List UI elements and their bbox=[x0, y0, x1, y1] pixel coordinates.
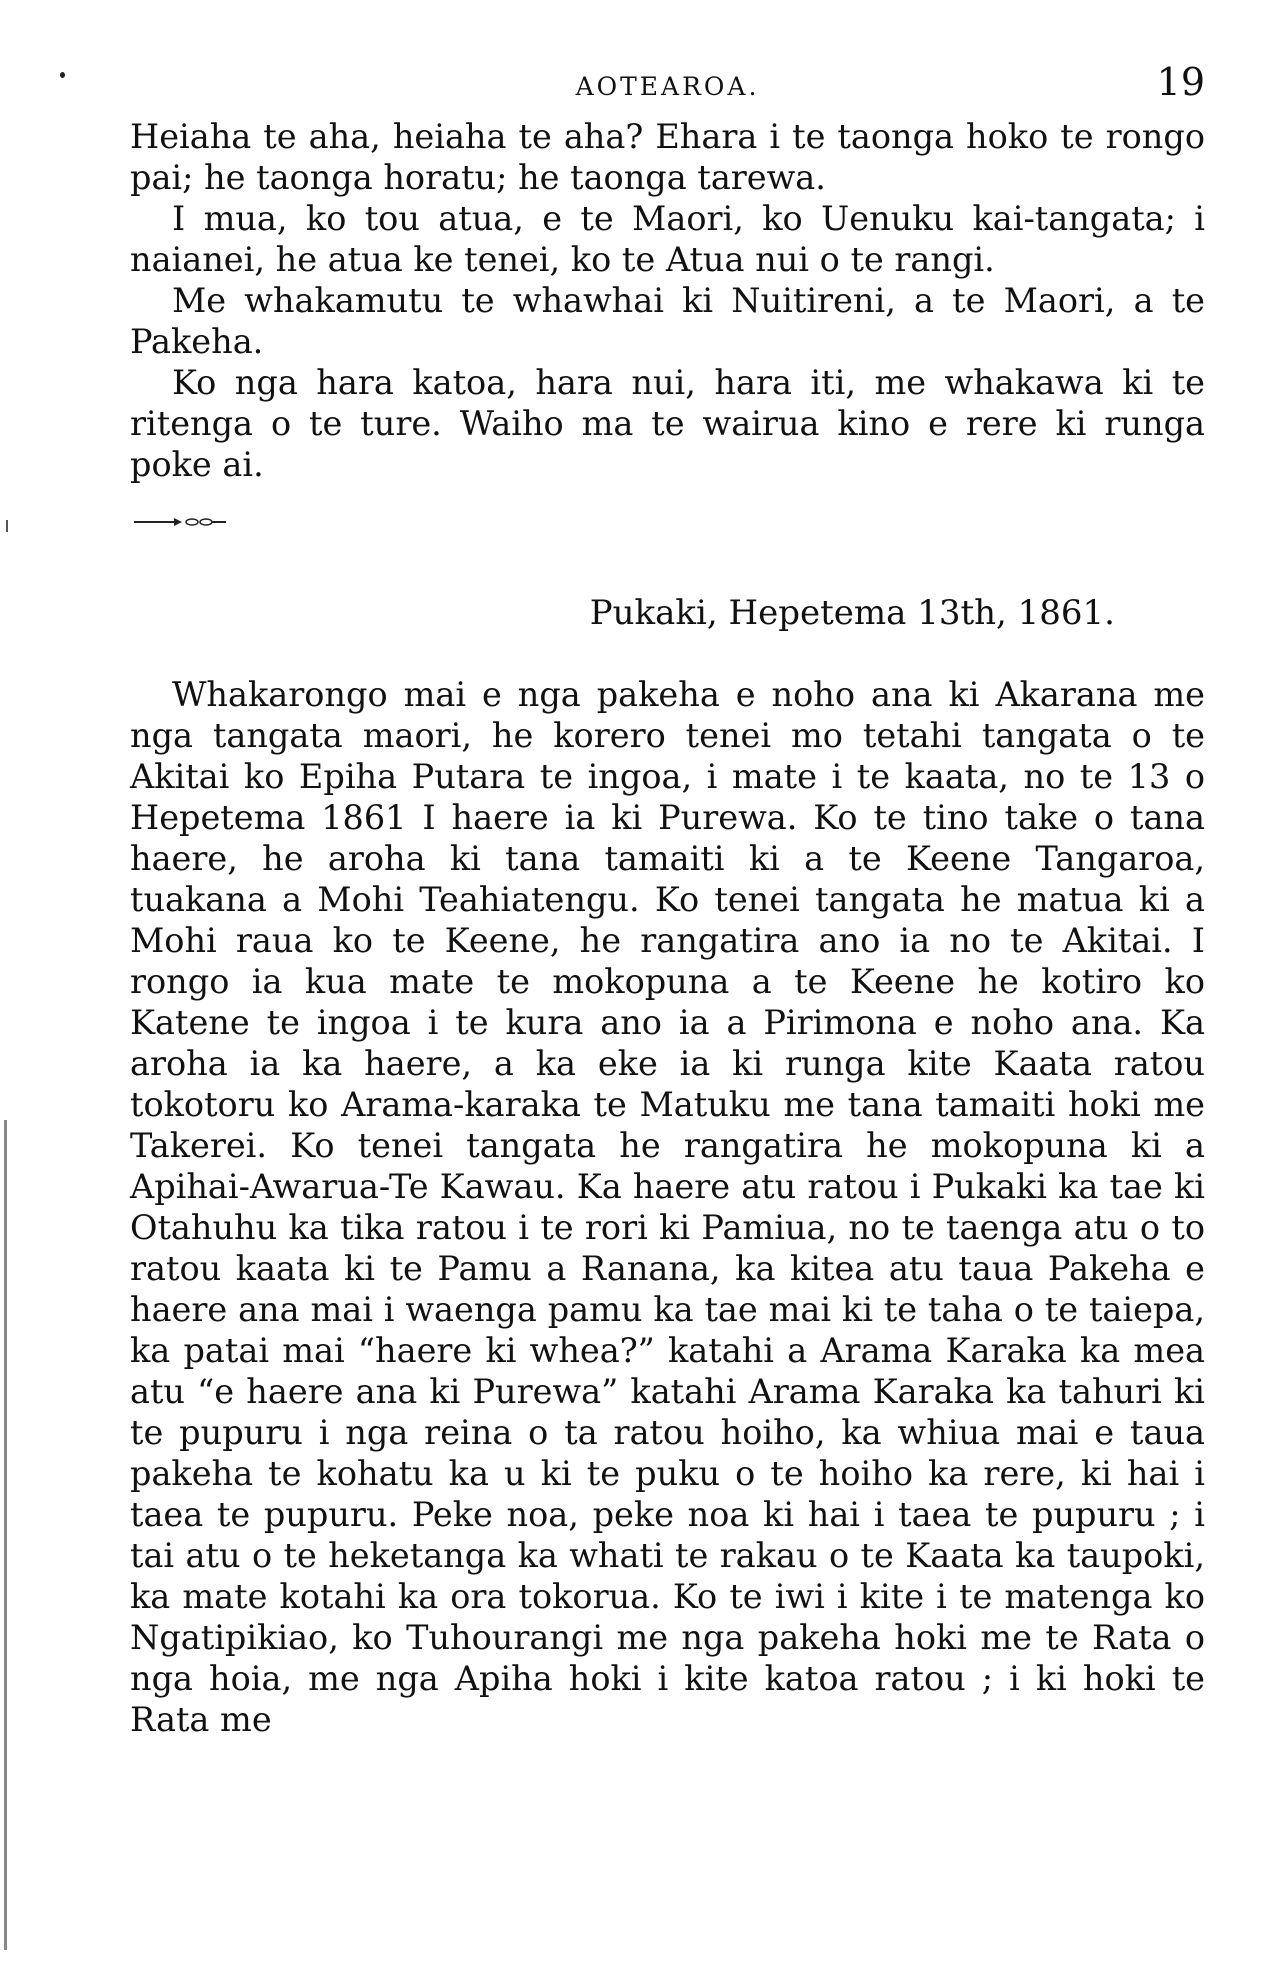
running-title: AOTEAROA. bbox=[575, 72, 760, 101]
paragraph: Heiaha te aha, heiaha te aha? Ehara i te taonga hoko te rongo pai; he taonga horatu; he taonga tarewa. bbox=[130, 117, 1205, 197]
paragraph: Me whakamutu te whawhai ki Nuitireni, a te Maori, a te Pakeha. bbox=[130, 281, 1205, 361]
book-page bbox=[130, 60, 1205, 1740]
scan-edge-mark bbox=[6, 520, 8, 532]
scan-speck bbox=[60, 72, 65, 78]
letter-section bbox=[130, 674, 1205, 1740]
running-header bbox=[130, 60, 1205, 116]
intro-section bbox=[130, 116, 1205, 485]
section-divider-ornament bbox=[130, 517, 230, 527]
dateline: Pukaki, Hepetema 13th, 1861. bbox=[589, 593, 1115, 633]
page-number: 19 bbox=[1156, 60, 1205, 104]
paragraph: I mua, ko tou atua, e te Maori, ko Uenuku kai-tangata; i naianei, he atua ke tenei, ko te Atua nui o te rangi. bbox=[130, 199, 1205, 279]
scan-edge-mark bbox=[4, 1120, 7, 1950]
paragraph: Whakarongo mai e nga pakeha e noho ana ki Akarana me nga tangata maori, he korero tenei mo tetahi tangata o te Akitai ko Epiha Putara te ingoa, i mate i te kaata, no te 13 o Hepetema 1861 I haere ia ki Purewa. Ko te tino take o tana haere, he aroha ki tana tamaiti ki a te Keene Tangaroa, tuakana a Mohi Teahiatengu. Ko tenei tangata he matua ki a Mohi raua ko te Keene, he rangatira ano ia no te Akitai. I rongo ia kua mate te mokopuna a te Keene he kotiro ko Katene te ingoa i te kura ano ia a Pirimona e noho ana. Ka aroha ia ka haere, a ka eke ia ki runga kite Kaata ratou tokotoru ko Arama-karaka te Matuku me tana tamaiti hoki me Takerei. Ko tenei tangata he rangatira he mokopuna ki a Apihai-Awarua-Te Kawau. Ka haere atu ratou i Pukaki ka tae ki Otahuhu ka tika ratou i te rori ki Pamiua, no te taenga atu o to ratou kaata ki te Pamu a Ranana, ka kitea atu taua Pakeha e haere ana mai i waenga pamu ka tae mai ki te taha o te taiepa, ka patai mai “haere ki whea?” katahi a Arama Karaka ka mea atu “e haere ana ki Purewa” katahi Arama Karaka ka tahuri ki te pupuru i nga reina o ta ratou hoiho, ka whiua mai e taua pakeha te kohatu ka u ki te puku o te hoiho ka rere, ki hai i taea te pupuru. Peke noa, peke noa ki hai i taea te pupuru ; i tai atu o te heketanga ka whati te rakau o te Kaata ka taupoki, ka mate kotahi ka ora tokorua. Ko te iwi i kite i te matenga ko Ngatipikiao, ko Tuhourangi me nga pakeha hoki me te Rata o nga hoia, me nga Apiha hoki i kite katoa ratou ; i ki hoki te Rata me bbox=[130, 675, 1205, 1739]
paragraph: Ko nga hara katoa, hara nui, hara iti, me whakawa ki te ritenga o te ture. Waiho ma te wairua kino e rere ki runga poke ai. bbox=[130, 363, 1205, 484]
